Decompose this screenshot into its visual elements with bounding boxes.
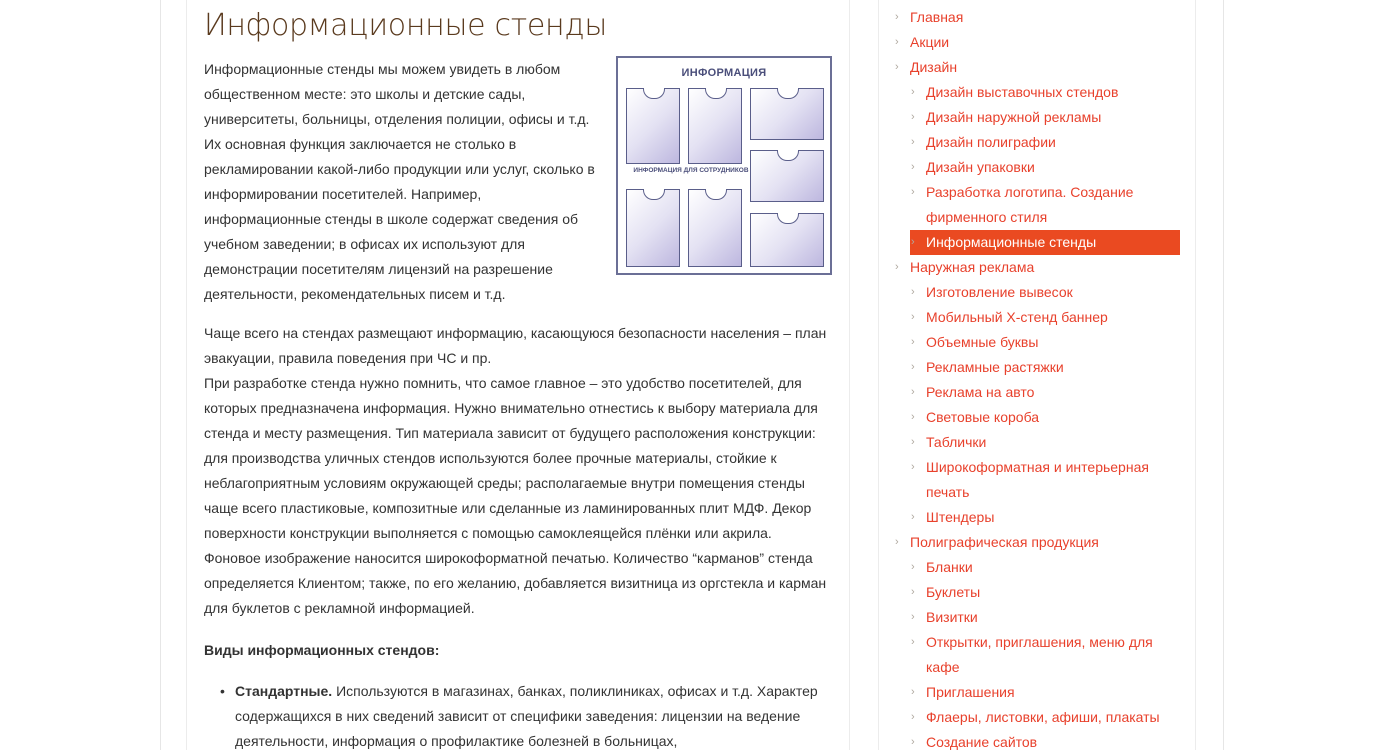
sidebar-item-label: Реклама на авто xyxy=(926,384,1035,400)
sidebar-item[interactable] xyxy=(895,255,1185,280)
stand-pocket xyxy=(688,189,742,267)
sidebar-item-label: Визитки xyxy=(926,609,978,625)
intro-paragraph: Информационные стенды мы можем увидеть в любом общественном месте: это школы и детские сады, университеты, больницы, отделения полиции, офисы и т.д. Их основная функция заключается не столько в рекламировании какой-либо продукции или услуг, сколько в информировании посетителей. Например, информационные стенды в школе содержат сведения об учебном заведении; в офисах их используют для демонстрации посетителям лицензий на разрешение деятельности, рекомендательных писем и т.д. xyxy=(204,61,595,302)
sidebar-item[interactable] xyxy=(895,455,1185,480)
sidebar-item-label[interactable]: фирменного стиля xyxy=(926,209,1048,225)
chevron-right-icon: › xyxy=(895,536,899,548)
design-paragraph: При разработке стенда нужно помнить, что самое главное – это удобство посетителей, для которых предназначена информация. Нужно внимательно отнестись к выбору материала для стенда и месту размещения. Тип материала зависит от будущего расположения конструкции: для производства уличных стендов используются более прочные материалы, стойкие к неблагоприятным условиям окружающей среды; располагаемые внутри помещения стенды чаще всего пластиковые, композитные или сделанные из ламинированных плит МДФ. Декор поверхности конструкции выполняется с помощью самоклеящейся плёнки или акрила. Фоновое изображение наносится широкоформатной печатью. Количество “карманов” стенда определяется Клиентом; также, по его желанию, добавляется визитница из оргстекла и карман для буклетов с рекламной информацией. xyxy=(204,375,827,616)
sidebar-item-label: Объемные буквы xyxy=(926,334,1039,350)
chevron-right-icon: › xyxy=(895,261,899,273)
stand-pocket xyxy=(626,88,680,164)
sidebar-item-label: Штендеры xyxy=(926,509,995,525)
sidebar-item[interactable] xyxy=(895,155,1185,180)
sidebar-item[interactable] xyxy=(895,430,1185,455)
sidebar-item[interactable] xyxy=(895,80,1185,105)
sidebar-item-label: Мобильный Х-стенд баннер xyxy=(926,309,1108,325)
type-description: Используются в магазинах, банках, поликлиниках, офисах и т.д. Характер содержащихся в них сведений зависит от специфики заведения: лицензии на ведение деятельности, информация о профилактике болезней в больницах, xyxy=(235,683,818,749)
type-name: Стандартные. xyxy=(235,683,333,699)
sidebar-item-label: Изготовление вывесок xyxy=(926,284,1073,300)
sidebar-item[interactable] xyxy=(895,730,1185,750)
sidebar-item xyxy=(895,205,1185,230)
chevron-right-icon: › xyxy=(911,386,915,398)
figure-title: ИНФОРМАЦИЯ xyxy=(681,67,767,79)
chevron-right-icon: › xyxy=(911,186,915,198)
sidebar-item[interactable] xyxy=(895,55,1185,80)
sidebar-item xyxy=(895,480,1185,505)
sidebar-item[interactable] xyxy=(895,705,1185,730)
sidebar-item[interactable] xyxy=(895,630,1185,655)
chevron-right-icon: › xyxy=(895,61,899,73)
stand-pocket xyxy=(750,88,824,140)
chevron-right-icon: › xyxy=(911,86,915,98)
chevron-right-icon: › xyxy=(911,711,915,723)
sidebar-item[interactable] xyxy=(895,5,1185,30)
chevron-right-icon: › xyxy=(911,136,915,148)
sidebar-item-label: Дизайн наружной рекламы xyxy=(926,109,1102,125)
sidebar-item-label: Акции xyxy=(910,34,950,50)
stand-pocket xyxy=(626,189,680,267)
sidebar-item[interactable] xyxy=(895,680,1185,705)
sidebar-item-label: Дизайн упаковки xyxy=(926,159,1035,175)
chevron-right-icon: › xyxy=(895,36,899,48)
sidebar-item[interactable] xyxy=(895,505,1185,530)
sidebar-item-label: Дизайн полиграфии xyxy=(926,134,1056,150)
sidebar-item[interactable] xyxy=(895,530,1185,555)
chevron-right-icon: › xyxy=(911,311,915,323)
sidebar-item[interactable] xyxy=(895,330,1185,355)
bullet-icon: • xyxy=(220,683,225,699)
figure-subtitle: ИНФОРМАЦИЯ ДЛЯ СОТРУДНИКОВ xyxy=(633,167,749,174)
chevron-right-icon: › xyxy=(911,111,915,123)
chevron-right-icon: › xyxy=(911,361,915,373)
sidebar-item[interactable] xyxy=(895,380,1185,405)
info-stand-image xyxy=(616,56,832,275)
chevron-right-icon: › xyxy=(911,561,915,573)
sidebar-item-label: Создание сайтов xyxy=(926,734,1038,750)
chevron-right-icon: › xyxy=(911,411,915,423)
sidebar-item-label: Открытки, приглашения, меню для xyxy=(926,634,1153,650)
sidebar-item[interactable] xyxy=(895,130,1185,155)
chevron-right-icon: › xyxy=(911,586,915,598)
sidebar-item-label: Главная xyxy=(910,9,964,25)
stand-pocket xyxy=(688,88,742,164)
sidebar-item-label[interactable]: кафе xyxy=(926,659,960,675)
chevron-right-icon: › xyxy=(911,286,915,298)
sidebar-item-active[interactable] xyxy=(895,230,1185,255)
chevron-right-icon: › xyxy=(911,636,915,648)
sidebar-item xyxy=(895,655,1185,680)
sidebar-item-label: Флаеры, листовки, афиши, плакаты xyxy=(926,709,1160,725)
sidebar-item-label: Дизайн xyxy=(910,59,958,75)
sidebar-item-label: Бланки xyxy=(926,559,973,575)
sidebar-item[interactable] xyxy=(895,30,1185,55)
sidebar-item[interactable] xyxy=(895,405,1185,430)
sidebar-item[interactable] xyxy=(895,280,1185,305)
page-title: Информационные стенды xyxy=(204,8,608,43)
sidebar-item[interactable] xyxy=(895,105,1185,130)
chevron-right-icon: › xyxy=(911,436,915,448)
chevron-right-icon: › xyxy=(911,161,915,173)
stand-pocket xyxy=(750,150,824,202)
chevron-right-icon: › xyxy=(895,11,899,23)
sidebar-item[interactable] xyxy=(895,180,1185,205)
list-item xyxy=(218,679,832,750)
sidebar-item-label: Рекламные растяжки xyxy=(926,359,1064,375)
chevron-right-icon: › xyxy=(911,336,915,348)
chevron-right-icon: › xyxy=(911,236,915,248)
sidebar-nav xyxy=(895,5,1185,750)
chevron-right-icon: › xyxy=(911,611,915,623)
types-heading: Виды информационных стендов: xyxy=(204,642,440,658)
sidebar-item-label: Полиграфическая продукция xyxy=(910,534,1099,550)
sidebar-item-label[interactable]: печать xyxy=(926,484,970,500)
chevron-right-icon: › xyxy=(911,461,915,473)
chevron-right-icon: › xyxy=(911,511,915,523)
sidebar-item-label: Широкоформатная и интерьерная xyxy=(926,459,1149,475)
types-list xyxy=(218,679,832,750)
sidebar-item-label: Буклеты xyxy=(926,584,981,600)
chevron-right-icon: › xyxy=(911,686,915,698)
sidebar-item[interactable] xyxy=(895,305,1185,330)
safety-paragraph: Чаще всего на стендах размещают информацию, касающуюся безопасности населения – план эвакуации, правила поведения при ЧС и пр. xyxy=(204,325,827,366)
sidebar-item-label: Таблички xyxy=(926,434,987,450)
sidebar-item-label: Наружная реклама xyxy=(910,259,1035,275)
sidebar-item[interactable] xyxy=(895,355,1185,380)
sidebar-item[interactable] xyxy=(895,605,1185,630)
sidebar-item[interactable] xyxy=(895,580,1185,605)
stand-pocket xyxy=(750,213,824,267)
sidebar-item-label: Информационные стенды xyxy=(926,234,1097,250)
sidebar-item-label: Приглашения xyxy=(926,684,1015,700)
sidebar-item[interactable] xyxy=(895,555,1185,580)
sidebar-item-label: Дизайн выставочных стендов xyxy=(926,84,1119,100)
sidebar-item-label: Разработка логотипа. Создание xyxy=(926,184,1134,200)
chevron-right-icon: › xyxy=(911,736,915,748)
sidebar-item-label: Световые короба xyxy=(926,409,1040,425)
